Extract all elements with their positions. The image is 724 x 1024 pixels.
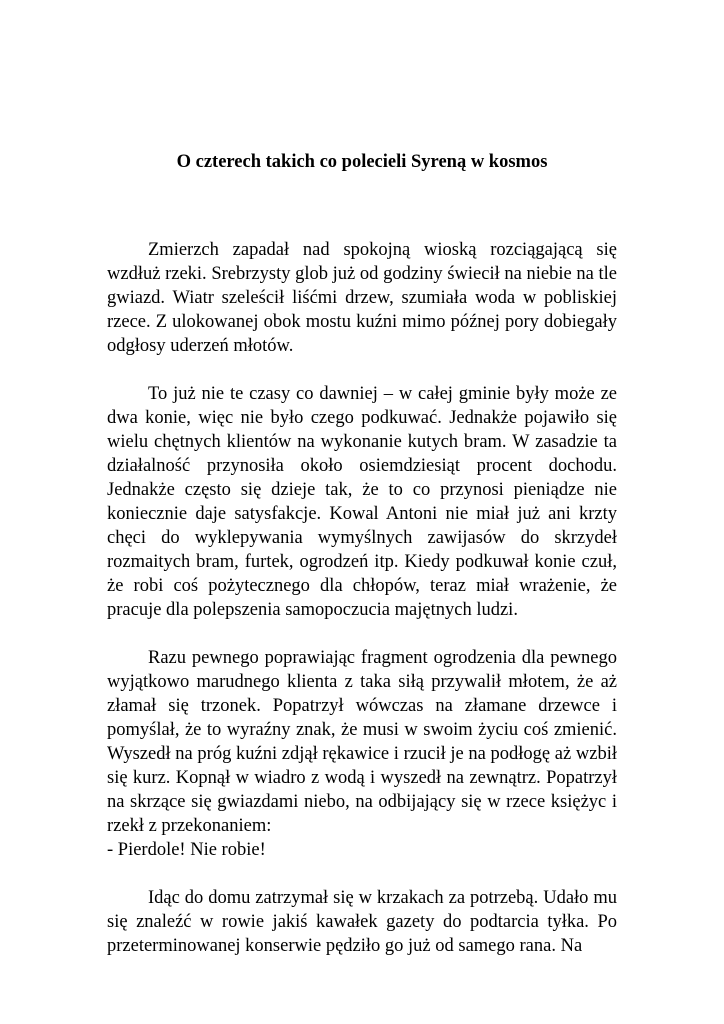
document-title: O czterech takich co polecieli Syreną w kosmos xyxy=(176,152,548,172)
paragraph-3: Razu pewnego poprawiając fragment ogrodzenia dla pewnego wyjątkowo marudnego klienta z taka siłą przywalił młotem, że aż złamał się trzonek. Popatrzył wówczas na złamane drzewce i pomyślał, że to wyraźny znak, że musi w swoim życiu coś zmienić. Wyszedł na próg kuźni zdjął rękawice i rzucił je na podłogę aż wzbił się kurz. Kopnął w wiadro z wodą i wyszedł na zewnątrz. Popatrzył na skrzące się gwiazdami niebo, na odbijający się w rzece księżyc i rzekł z przekonaniem: xyxy=(107,648,617,836)
paragraph-4: Idąc do domu zatrzymał się w krzakach za potrzebą. Udało mu się znaleźć w rowie jakiś kawałek gazety do podtarcia tyłka. Po przeterminowanej konserwie pędziło go już od samego rana. Na xyxy=(107,888,617,956)
dialogue-line: - Pierdole! Nie robie! xyxy=(107,840,266,860)
paragraph-2: To już nie te czasy co dawniej – w całej gminie były może ze dwa konie, więc nie było czego podkuwać. Jednakże pojawiło się wielu chętnych klientów na wykonanie kutych bram. W zasadzie ta działalność przynosiła około osiemdziesiąt procent dochodu. Jednakże często się dzieje tak, że to co przynosi pieniądze nie koniecznie daje satysfakcje. Kowal Antoni nie miał już ani krzty chęci do wyklepywania wymyślnych zawijasów do skrzydeł rozmaitych bram, furtek, ogrodzeń itp. Kiedy podkuwał konie czuł, że robi coś pożytecznego dla chłopów, teraz miał wrażenie, że pracuje dla polepszenia samopoczucia majętnych ludzi. xyxy=(107,384,617,620)
paragraph-1: Zmierzch zapadał nad spokojną wioską rozciągającą się wzdłuż rzeki. Srebrzysty glob już od godziny świecił na niebie na tle gwiazd. Wiatr szeleścił liśćmi drzew, szumiała woda w pobliskiej rzece. Z ulokowanej obok mostu kuźni mimo późnej pory dobiegały odgłosy uderzeń młotów. xyxy=(107,240,617,356)
document-body xyxy=(107,238,617,982)
